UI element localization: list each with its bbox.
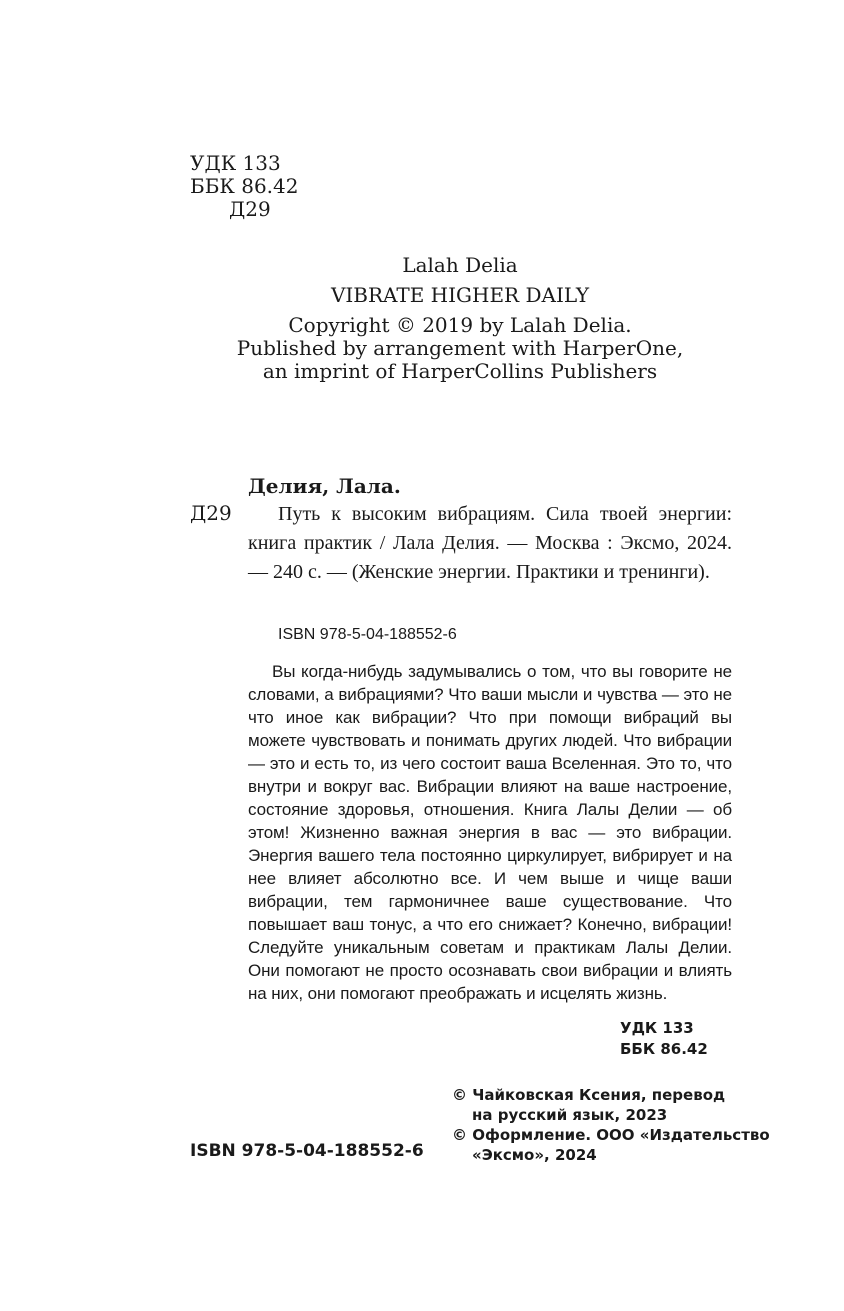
imprint-line: an imprint of HarperCollins Publishers <box>262 359 658 383</box>
bbk-code-bottom: ББК 86.42 <box>620 1040 708 1058</box>
udk-code-bottom: УДК 133 <box>620 1019 694 1037</box>
translation-copyright-1: © Чайковская Ксения, перевод <box>452 1086 726 1104</box>
bib-code: Д29 <box>190 501 232 525</box>
bib-isbn: ISBN 978-5-04-188552-6 <box>278 626 457 643</box>
copyright-line: Copyright © 2019 by Lalah Delia. <box>288 313 632 337</box>
bottom-classification-codes <box>620 1018 732 1060</box>
original-title: VIBRATE HIGHER DAILY <box>330 283 590 307</box>
classification-codes <box>190 152 299 221</box>
original-author: Lalah Delia <box>402 253 518 277</box>
translation-copyright-2: на русский язык, 2023 <box>472 1106 668 1124</box>
published-line: Published by arrangement with HarperOne, <box>236 336 684 360</box>
copyright-notices <box>452 1085 770 1165</box>
bbk-code: ББК 86.42 <box>190 174 299 198</box>
author-mark: Д29 <box>229 197 271 221</box>
original-edition-info <box>200 254 720 383</box>
bib-author-heading: Делия, Лала. <box>248 474 401 498</box>
isbn-bottom: ISBN 978-5-04-188552-6 <box>190 1141 424 1161</box>
design-copyright-1: © Оформление. ООО «Издательство <box>452 1126 770 1144</box>
udk-code: УДК 133 <box>190 151 281 175</box>
bib-description: Путь к высоким вибрациям. Сила твоей энергии: книга практик / Лала Делия. — Москва : Эксмо, 2024. — 240 с. — (Женские энергии. Практики и тренинги). <box>248 503 732 583</box>
design-copyright-2: «Эксмо», 2024 <box>472 1146 597 1164</box>
annotation-text: Вы когда-нибудь задумывались о том, что вы говорите не словами, а вибрациями? Что ваши мысли и чувства — это не что иное как вибрации? Что при помощи вибраций вы можете чувствовать и понимать других людей. Что вибрации — это и есть то, из чего состоит ваша Вселенная. Это то, что внутри и вокруг вас. Вибрации влияют на ваше настроение, состояние здоровья, отношения. Книга Лалы Делии — об этом! Жизненно важная энергия в вас — это вибрации. Энергия вашего тела постоянно циркулирует, вибрирует и на нее влияет абсолютно все. И чем выше и чище ваши вибрации, тем гармоничнее ваше существование. Что повышает ваш тонус, а что его снижает? Конечно, вибрации! Следуйте уникальным советам и практикам Лалы Делии. Они помогают не просто осознавать свои вибрации и влиять на них, они помогают преображать и исцелять жизнь. <box>248 662 732 1003</box>
